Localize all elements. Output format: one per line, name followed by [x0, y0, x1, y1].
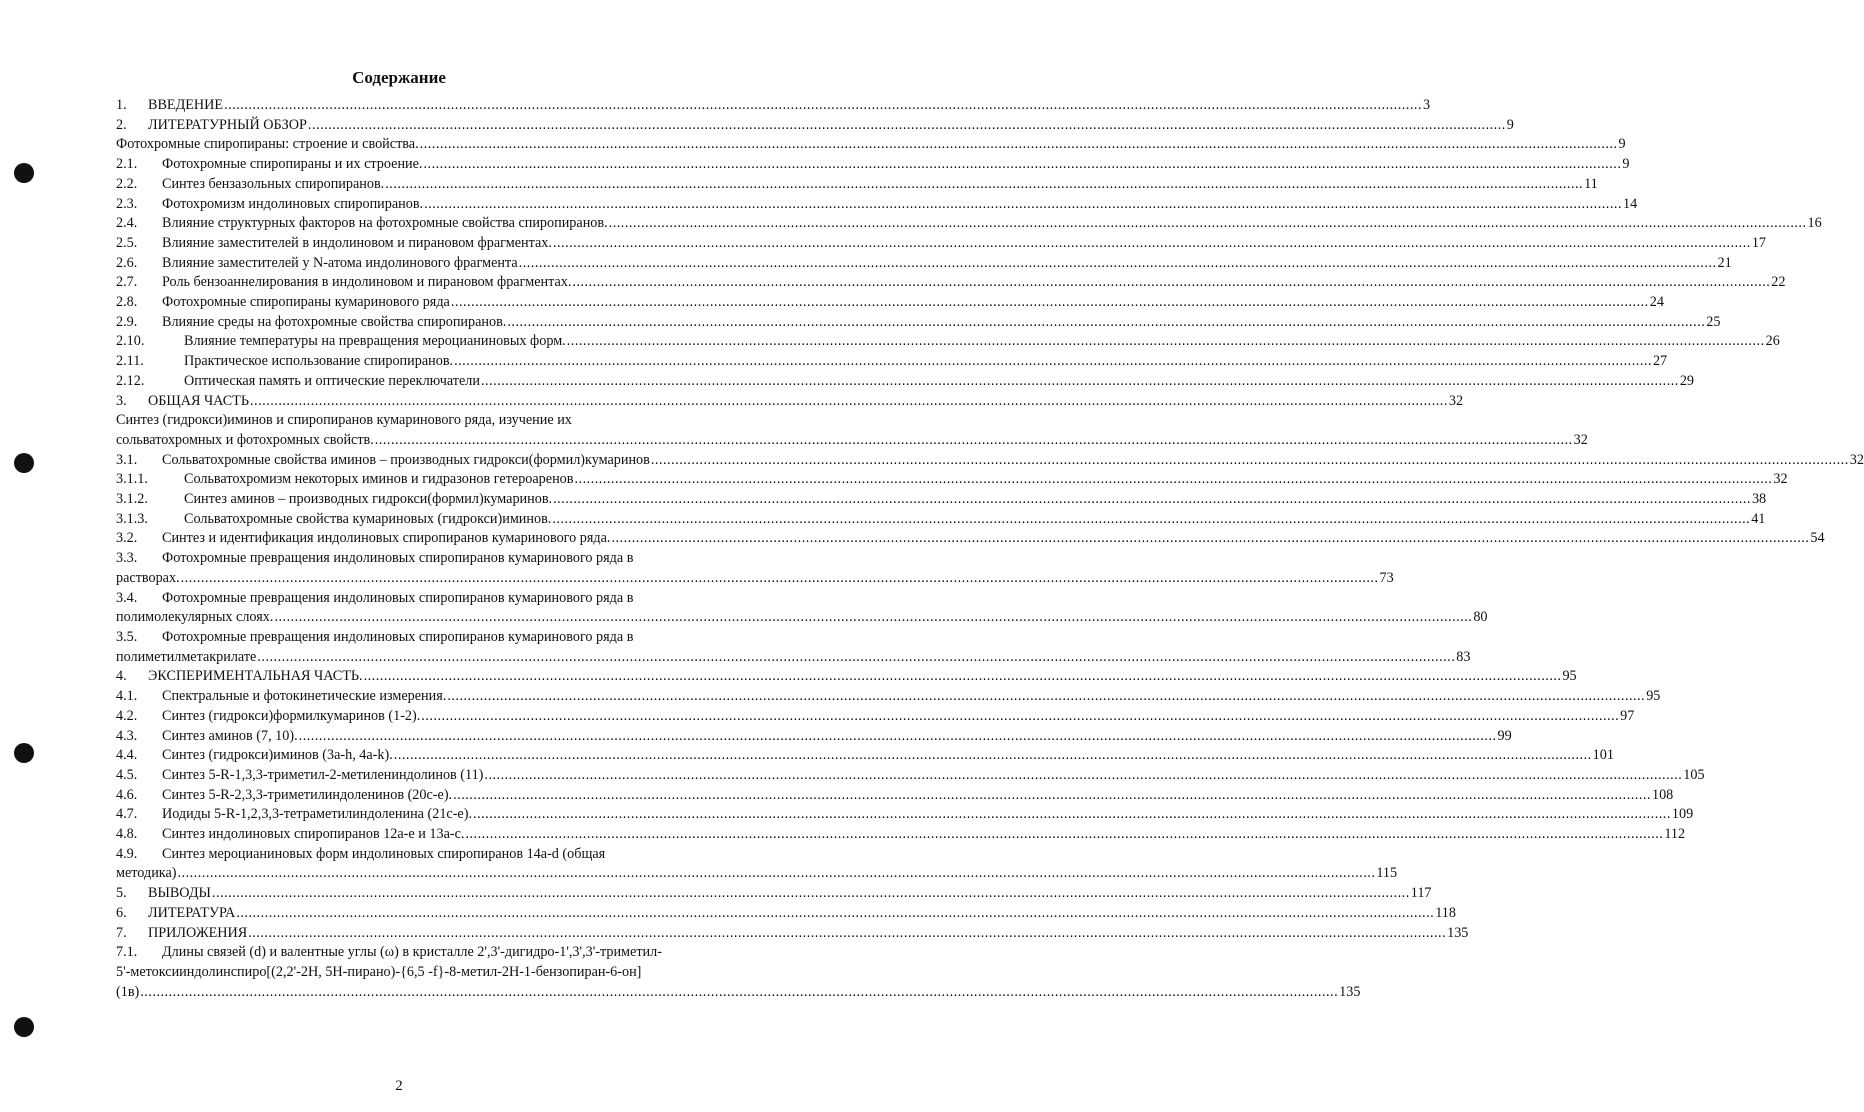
toc-page: 95	[1646, 688, 1661, 705]
toc-number: 3.1.	[116, 451, 138, 468]
toc-title: Синтез аминов – производных гидрокси(формил)кумаринов.	[184, 491, 553, 508]
leader-dots	[250, 392, 1448, 412]
toc-number: 2.6.	[116, 254, 138, 271]
toc-entry[interactable]	[116, 904, 1456, 924]
toc-number: 3.3.	[116, 550, 138, 567]
toc-entry[interactable]	[116, 490, 1767, 510]
toc-page: 80	[1473, 609, 1488, 626]
toc-title: ЭКСПЕРИМЕНТАЛЬНАЯ ЧАСТЬ.	[148, 668, 363, 685]
binder-hole	[14, 743, 34, 763]
binder-hole	[14, 163, 34, 183]
table-of-contents	[116, 96, 1864, 1002]
toc-entry[interactable]	[116, 135, 1626, 155]
toc-entry[interactable]	[116, 293, 1664, 313]
toc-number: 4.7.	[116, 806, 138, 823]
toc-entry[interactable]	[116, 707, 1635, 727]
toc-page: 115	[1376, 865, 1398, 882]
toc-title: Фотохромные превращения индолиновых спиропиранов кумаринового ряда в	[162, 589, 634, 606]
leader-dots	[574, 470, 1772, 490]
toc-entry[interactable]	[116, 96, 1431, 116]
toc-title: Сольватохромные свойства иминов – производных гидрокси(формил)кумаринов	[162, 451, 650, 468]
toc-entry[interactable]	[116, 392, 1464, 412]
leader-dots	[236, 904, 1434, 924]
leader-dots	[651, 451, 1849, 471]
toc-title: Иодиды 5-R-1,2,3,3-тетраметилиндоленина (21c-e).	[162, 806, 473, 823]
toc-title: Синтез 5-R-2,3,3-триметилиндоленинов (20c-e).	[162, 786, 453, 803]
toc-page: 11	[1584, 175, 1598, 192]
toc-title: ВВЕДЕНИЕ	[148, 97, 224, 113]
leader-dots	[447, 687, 1645, 707]
toc-number: 5.	[116, 885, 127, 902]
leader-dots	[553, 234, 1751, 254]
toc-number: 2.12.	[116, 372, 145, 389]
toc-page: 101	[1592, 747, 1614, 764]
toc-title: Синтез аминов (7, 10).	[162, 727, 298, 744]
toc-title-continuation: 5'-метоксииндолинспиро[(2,2'-2H, 5H-пирано)-{6,5 -f}-8-метил-2H-1-бензопиран-6-он]	[116, 963, 642, 980]
toc-page: 32	[1773, 471, 1788, 488]
toc-number: 2.8.	[116, 294, 138, 311]
page-title: Содержание	[352, 68, 446, 87]
toc-entry[interactable]	[116, 273, 1786, 293]
toc-page: 32	[1849, 451, 1864, 468]
toc-page: 9	[1618, 136, 1626, 153]
toc-entry[interactable]	[116, 411, 1588, 450]
toc-title: Синтез (гидрокси)иминов и спиропиранов кумаринового ряда, изучение их	[116, 412, 572, 429]
toc-entry[interactable]	[116, 332, 1780, 352]
leader-dots	[364, 667, 1562, 687]
leader-dots	[553, 490, 1751, 510]
toc-page: 109	[1671, 806, 1694, 823]
toc-page: 9	[1506, 116, 1514, 133]
toc-entry[interactable]	[116, 470, 1788, 490]
toc-page: 29	[1679, 372, 1695, 389]
toc-entry[interactable]	[116, 510, 1766, 530]
toc-title: Фотохромные превращения индолиновых спиропиранов кумаринового ряда в	[162, 550, 634, 567]
toc-entry[interactable]	[116, 924, 1469, 944]
toc-page: 73	[1379, 569, 1394, 586]
toc-title-continuation: полиметилметакрилате	[116, 648, 257, 665]
toc-entry[interactable]	[116, 943, 1361, 1002]
toc-page: 9	[1622, 156, 1630, 173]
leader-dots	[453, 786, 1651, 806]
toc-number: 2.10.	[116, 333, 145, 350]
toc-title: Синтез (гидрокси)иминов (3a-h, 4a-k).	[162, 747, 393, 764]
toc-number: 2.7.	[116, 274, 138, 291]
toc-page: 3	[1422, 97, 1431, 113]
leader-dots	[308, 116, 1506, 136]
toc-number: 4.9.	[116, 845, 138, 862]
toc-number: 4.	[116, 668, 127, 685]
toc-page: 41	[1751, 510, 1766, 527]
leader-dots	[465, 825, 1663, 845]
leader-dots	[507, 313, 1705, 333]
toc-title: Влияние среды на фотохромные свойства спиропиранов.	[162, 313, 507, 330]
toc-page: 14	[1622, 195, 1638, 212]
toc-title-continuation: методика)	[116, 865, 177, 882]
leader-dots	[424, 195, 1622, 215]
toc-number: 2.	[116, 116, 127, 133]
toc-page: 32	[1448, 392, 1464, 409]
toc-number: 4.8.	[116, 826, 138, 843]
toc-title: Длины связей (d) и валентные углы (ω) в кристалле 2',3'-дигидро-1',3',3'-триметил-	[162, 944, 662, 961]
toc-title: Фотохромные превращения индолиновых спиропиранов кумаринового ряда в	[162, 628, 634, 645]
toc-page: 26	[1765, 333, 1780, 350]
toc-entry[interactable]	[116, 352, 1668, 372]
toc-number: 4.1.	[116, 688, 138, 705]
toc-title: ПРИЛОЖЕНИЯ	[148, 924, 248, 941]
toc-title: Фотохромные спиропираны и их строение.	[162, 156, 423, 173]
leader-dots	[224, 96, 1422, 116]
toc-title: Спектральные и фотокинетические измерения.	[162, 688, 447, 705]
toc-title: Влияние структурных факторов на фотохромные свойства спиропиранов.	[162, 215, 608, 232]
toc-title: Сольватохромизм некоторых иминов и гидразонов гетероаренов	[184, 471, 574, 488]
toc-page: 21	[1717, 254, 1732, 271]
toc-entry[interactable]	[116, 234, 1766, 254]
toc-number: 3.1.1.	[116, 471, 148, 488]
toc-number: 2.11.	[116, 353, 144, 370]
toc-page: 17	[1751, 234, 1766, 251]
toc-entry[interactable]	[116, 805, 1694, 825]
leader-dots	[484, 766, 1682, 786]
leader-dots	[421, 707, 1619, 727]
toc-page: 24	[1649, 294, 1664, 311]
toc-title: ЛИТЕРАТУРА	[148, 904, 236, 921]
toc-title-continuation: растворах.	[116, 569, 180, 586]
toc-number: 3.5.	[116, 628, 138, 645]
leader-dots	[181, 569, 1379, 589]
toc-entry[interactable]	[116, 628, 1471, 667]
toc-page: 54	[1810, 530, 1825, 547]
toc-page: 97	[1620, 707, 1635, 724]
leader-dots	[609, 214, 1807, 234]
page-number: 2	[395, 1078, 403, 1094]
toc-title: Синтез индолиновых спиропиранов 12a-e и 13a-c.	[162, 826, 465, 843]
toc-page: 135	[1447, 924, 1469, 941]
leader-dots	[140, 983, 1338, 1003]
toc-page: 117	[1410, 885, 1432, 902]
leader-dots	[177, 864, 1375, 884]
toc-page: 16	[1807, 215, 1822, 232]
toc-title: Влияние заместителей в индолиновом и пирановом фрагментах.	[162, 234, 552, 251]
toc-entry[interactable]	[116, 254, 1732, 274]
toc-entry[interactable]	[116, 786, 1674, 806]
leader-dots	[257, 648, 1455, 668]
toc-page: 38	[1751, 491, 1767, 508]
toc-entry[interactable]	[116, 155, 1630, 175]
toc-title: Роль бензоаннелирования в индолиновом и пирановом фрагментах.	[162, 274, 572, 291]
toc-number: 2.5.	[116, 234, 138, 251]
toc-title: Влияние температуры на превращения мероцианиновых форм.	[184, 333, 566, 350]
toc-title: ВЫВОДЫ	[148, 885, 211, 902]
toc-number: 4.2.	[116, 707, 138, 724]
leader-dots	[481, 372, 1679, 392]
toc-entry[interactable]	[116, 884, 1432, 904]
leader-dots	[567, 332, 1765, 352]
leader-dots	[420, 135, 1618, 155]
leader-dots	[212, 884, 1410, 904]
binder-hole	[14, 453, 34, 473]
leader-dots	[274, 608, 1472, 628]
toc-number: 4.6.	[116, 786, 138, 803]
toc-page: 99	[1497, 727, 1512, 744]
toc-title: Синтез и идентификация индолиновых спиропиранов кумаринового ряда.	[162, 530, 611, 547]
toc-number: 4.3.	[116, 727, 138, 744]
toc-number: 7.	[116, 924, 127, 941]
leader-dots	[248, 924, 1446, 944]
leader-dots	[423, 155, 1621, 175]
toc-entry[interactable]	[116, 589, 1488, 628]
leader-dots	[519, 254, 1717, 274]
leader-dots	[394, 746, 1592, 766]
toc-entry[interactable]	[116, 825, 1686, 845]
toc-title: Сольватохромные свойства кумариновых (гидрокси)иминов.	[184, 510, 552, 527]
toc-number: 3.1.3.	[116, 510, 148, 527]
toc-title: ЛИТЕРАТУРНЫЙ ОБЗОР	[148, 116, 307, 133]
leader-dots	[552, 510, 1750, 530]
toc-title-continuation: (1в)	[116, 983, 140, 1000]
leader-dots	[451, 293, 1649, 313]
toc-entry[interactable]	[116, 214, 1822, 234]
toc-number: 2.2.	[116, 175, 138, 192]
toc-page: 27	[1652, 353, 1668, 370]
leader-dots	[375, 431, 1573, 451]
toc-title: Синтез бензазольных спиропиранов.	[162, 175, 385, 192]
toc-number: 1.	[116, 97, 127, 113]
toc-title-continuation: сольватохромных и фотохромных свойств.	[116, 431, 374, 448]
toc-page: 25	[1706, 313, 1721, 330]
toc-title: Синтез мероцианиновых форм индолиновых спиропиранов 14a-d (общая	[162, 845, 606, 862]
toc-number: 4.5.	[116, 766, 138, 783]
leader-dots	[572, 273, 1770, 293]
toc-title: Синтез 5-R-1,3,3-триметил-2-метилениндолинов (11)	[162, 766, 484, 783]
toc-page: 112	[1664, 826, 1686, 843]
toc-number: 4.4.	[116, 747, 138, 764]
leader-dots	[611, 529, 1809, 549]
toc-number: 2.9.	[116, 313, 138, 330]
toc-page: 32	[1573, 431, 1588, 448]
toc-page: 83	[1456, 648, 1471, 665]
toc-title-continuation: полимолекулярных слоях.	[116, 609, 274, 626]
toc-entry[interactable]	[116, 529, 1825, 549]
toc-title: Оптическая память и оптические переключатели	[184, 372, 480, 389]
toc-title: Синтез (гидрокси)формилкумаринов (1-2).	[162, 707, 421, 724]
toc-number: 2.1.	[116, 156, 138, 173]
toc-page: 22	[1771, 274, 1786, 291]
toc-entry[interactable]	[116, 175, 1598, 195]
toc-title: Фотохромизм индолиновых спиропиранов.	[162, 195, 424, 212]
toc-entry[interactable]	[116, 766, 1705, 786]
toc-entry[interactable]	[116, 845, 1398, 884]
toc-title: Фотохромные спиропираны: строение и свойства.	[116, 136, 419, 153]
toc-entry[interactable]	[116, 313, 1721, 333]
leader-dots	[299, 727, 1497, 747]
toc-entry[interactable]	[116, 372, 1695, 392]
toc-entry[interactable]	[116, 687, 1661, 707]
toc-number: 6.	[116, 904, 127, 921]
toc-page: 135	[1339, 983, 1361, 1000]
toc-page: 105	[1683, 766, 1705, 783]
toc-number: 2.3.	[116, 195, 138, 212]
toc-number: 3.1.2.	[116, 491, 148, 508]
toc-title: Фотохромные спиропираны кумаринового ряда	[162, 294, 450, 311]
leader-dots	[454, 352, 1652, 372]
toc-title: ОБЩАЯ ЧАСТЬ	[148, 392, 249, 409]
toc-entry[interactable]	[116, 667, 1577, 687]
toc-entry[interactable]	[116, 451, 1864, 471]
toc-number: 7.1.	[116, 944, 138, 961]
toc-page: 118	[1435, 904, 1456, 921]
binder-hole	[14, 1017, 34, 1037]
toc-number: 3.4.	[116, 589, 138, 606]
toc-page: 95	[1562, 668, 1577, 685]
toc-page: 108	[1651, 786, 1674, 803]
leader-dots	[473, 805, 1671, 825]
toc-number: 2.4.	[116, 215, 138, 232]
toc-title: Влияние заместителей у N-атома индолинового фрагмента	[162, 254, 518, 271]
toc-entry[interactable]	[116, 727, 1512, 747]
toc-number: 3.	[116, 392, 127, 409]
toc-entry[interactable]	[116, 746, 1614, 766]
leader-dots	[385, 175, 1583, 195]
toc-entry[interactable]	[116, 116, 1514, 136]
toc-title: Практическое использование спиропиранов.	[184, 353, 454, 370]
toc-entry[interactable]	[116, 195, 1638, 215]
toc-entry[interactable]	[116, 549, 1394, 588]
toc-number: 3.2.	[116, 530, 138, 547]
